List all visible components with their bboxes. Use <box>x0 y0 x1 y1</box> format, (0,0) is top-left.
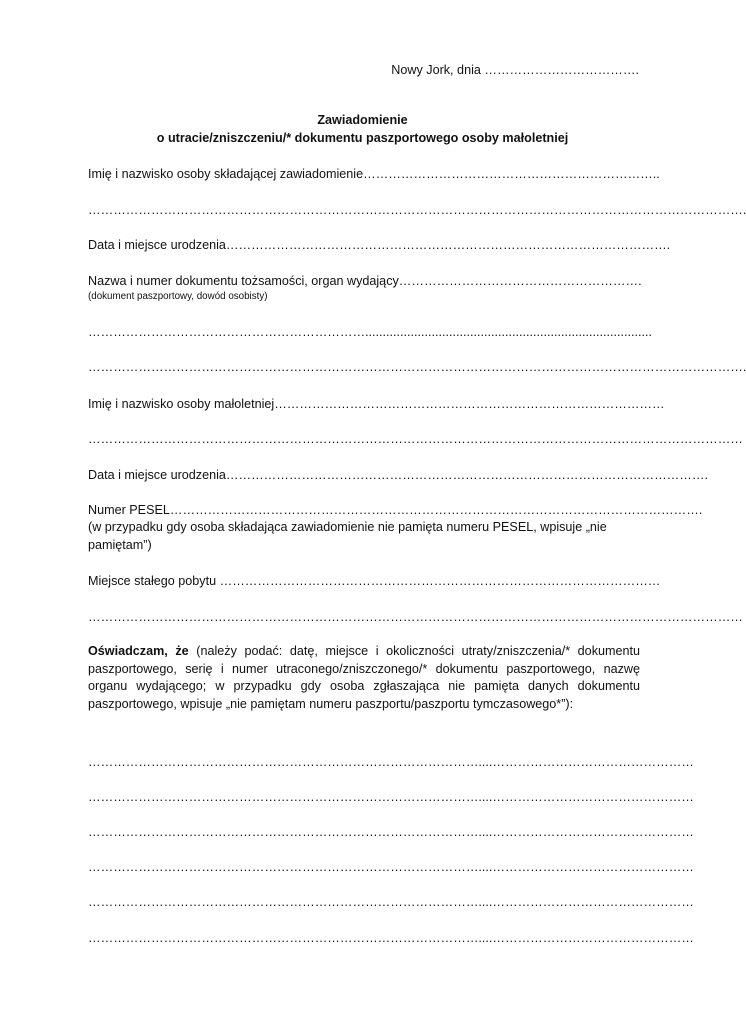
residence-continuation[interactable]: ………………………………………………………………………………………………………………………………………… <box>88 610 743 624</box>
declaration-line[interactable]: …………………………………………………………………………………....………………………………………… <box>88 790 694 804</box>
pesel-field[interactable]: Numer PESEL………………………………………………………………………………………………………………. <box>88 503 703 517</box>
form-title: Zawiadomienie <box>317 113 408 127</box>
declaration-lead: Oświadczam, że <box>88 644 189 658</box>
declaration-line[interactable]: …………………………………………………………………………………....………………………………………… <box>88 860 694 874</box>
id-document-note: (dokument paszportowy, dowód osobisty) <box>88 291 268 302</box>
declaration-line[interactable]: …………………………………………………………………………………....………………………………………… <box>88 931 694 945</box>
place-date-line: Nowy Jork, dnia ………………………………. <box>391 63 639 77</box>
form-subtitle: o utracie/zniszczeniu/* dokumentu paszportowego osoby małoletniej <box>156 131 569 145</box>
declaration-line[interactable]: …………………………………………………………………………………....………………………………………… <box>88 895 694 909</box>
declaration-line[interactable]: …………………………………………………………………………………....………………………………………… <box>88 755 694 769</box>
pesel-note-continuation: pamiętam”) <box>88 538 152 552</box>
applicant-birth-field[interactable]: Data i miejsce urodzenia……………………………………………………………………………………………. <box>88 238 671 252</box>
minor-name-continuation[interactable]: ………………………………………………………………………………………………………………………………………… <box>88 432 743 446</box>
pesel-note: (w przypadku gdy osoba składająca zawiadomienie nie pamięta numeru PESEL, wpisuje „nie <box>88 520 607 534</box>
residence-field[interactable]: Miejsce stałego pobytu …………………………………………………………………………………………… <box>88 574 661 588</box>
id-document-continuation-1[interactable]: ………………………………………………………….................................................................................. <box>88 325 652 339</box>
minor-birth-field[interactable]: Data i miejsce urodzenia……………………………………………………………………………………………………. <box>88 468 708 482</box>
declaration-line[interactable]: …………………………………………………………………………………....………………………………………… <box>88 825 694 839</box>
declaration-paragraph <box>88 643 640 713</box>
applicant-name-field[interactable]: Imię i nazwisko osoby składającej zawiadomienie…………………………………………………………….. <box>88 167 660 181</box>
id-document-continuation-2[interactable]: …………………………………………………………………………………………………………………………………………. <box>88 360 746 374</box>
id-document-field[interactable]: Nazwa i numer dokumentu tożsamości, organ wydający…………………………………………………. <box>88 274 642 288</box>
declaration-text: (należy podać: datę, miejsce i okoliczności utraty/zniszczenia/* dokumentu paszportowego, serię i numer utraconego/zniszczonego/* dokumentu paszportowego, nazwę organu wydającego; w przypadku gdy osoba zgłaszająca nie pamięta danych dokumentu paszportowego, wpisuje „nie pamiętam numeru paszportu/paszportu tymczasowego*”): <box>88 644 640 711</box>
applicant-name-continuation[interactable]: …………………………………………………………………………………………………………………………………………. <box>88 203 746 217</box>
minor-name-field[interactable]: Imię i nazwisko osoby małoletniej………………………………………………………………………………… <box>88 397 665 411</box>
